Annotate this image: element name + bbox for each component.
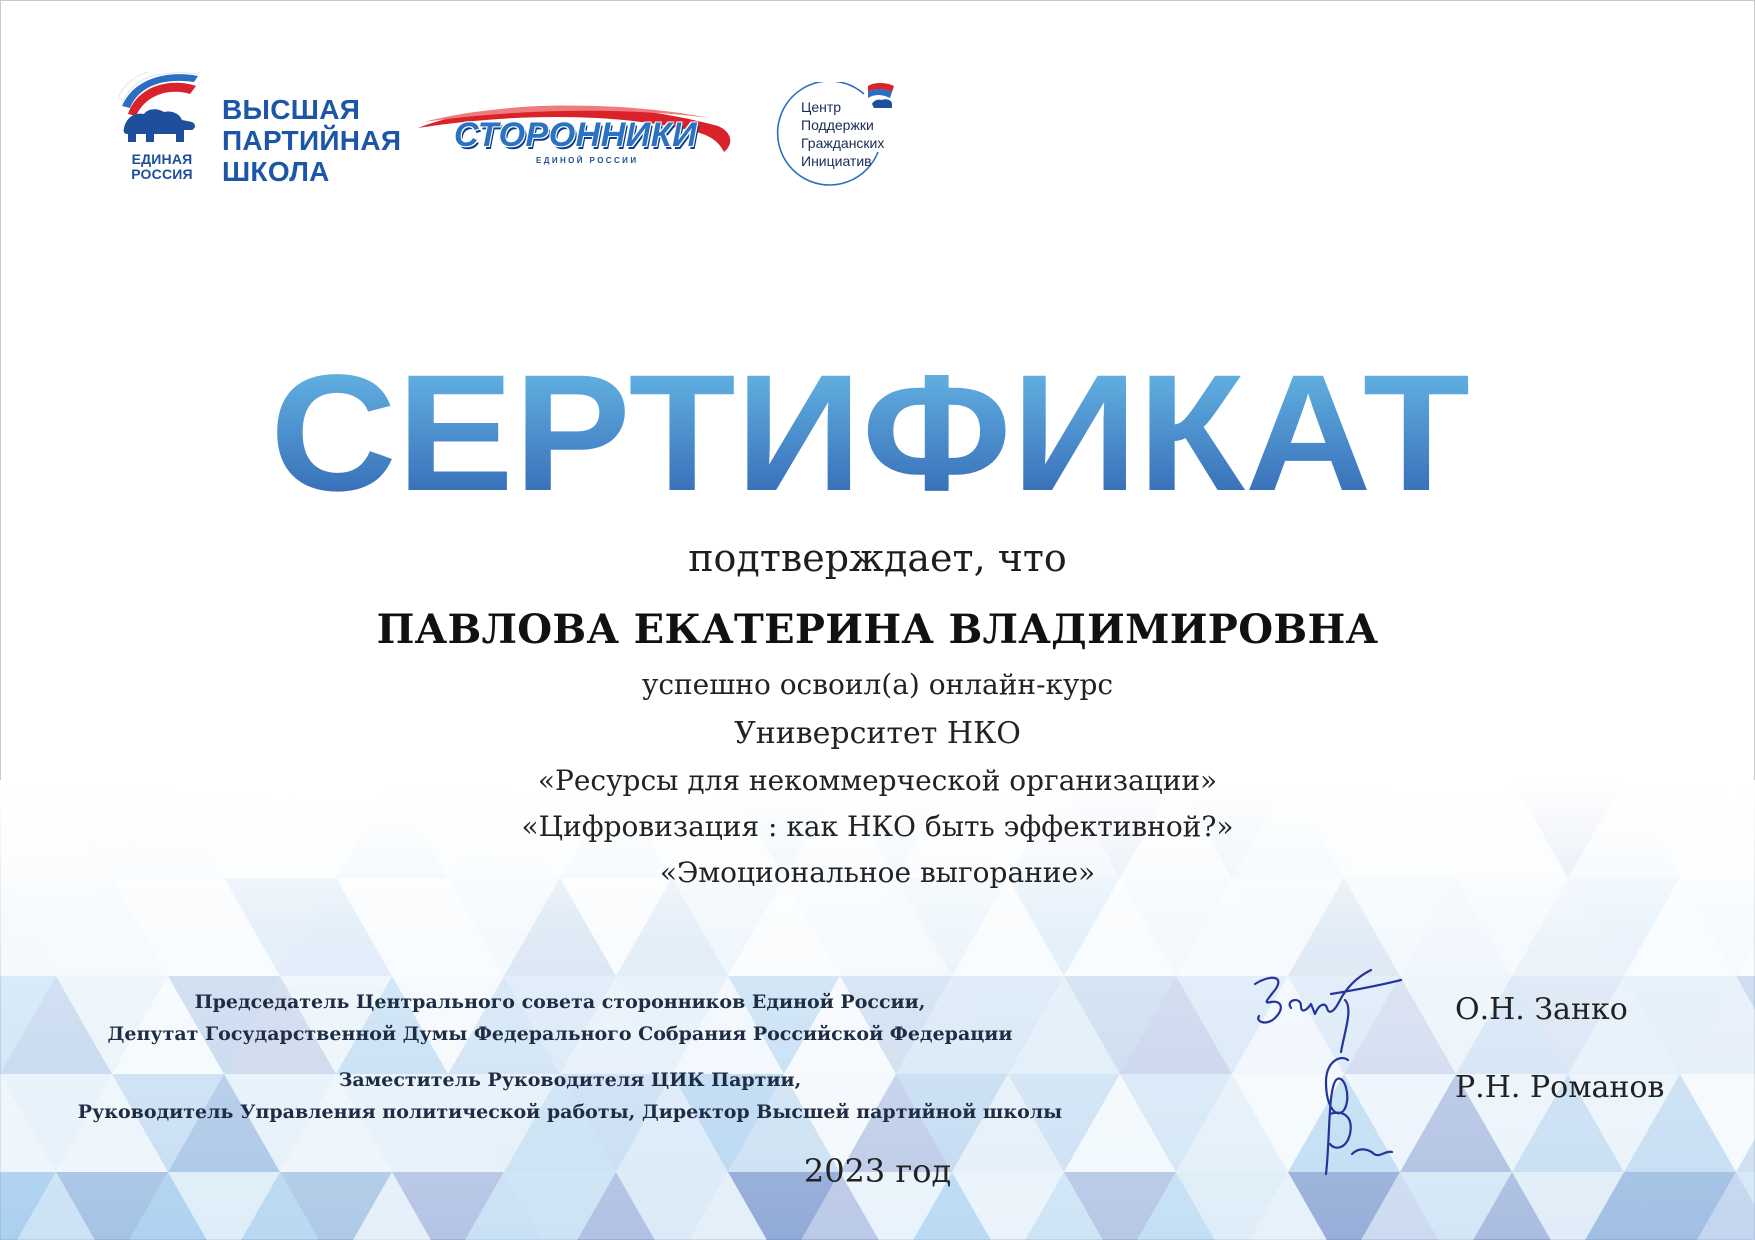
course-module: «Цифровизация : как НКО быть эффективной?» (521, 810, 1234, 843)
confirm-text: подтверждает, что (688, 536, 1067, 580)
higher-party-school-wordmark: ВЫСШАЯ ПАРТИЙНАЯ ШКОЛА (222, 94, 402, 187)
signatory-name-zanko: О.Н. Занко (1455, 992, 1628, 1027)
storonniki-logo (418, 100, 734, 180)
completed-text: успешно освоил(а) онлайн-курс (641, 668, 1114, 701)
title-text: СЕРТИФИКАТ (270, 341, 1470, 520)
civic-initiatives-center-logo (774, 82, 904, 188)
higher-party-school-logo (118, 72, 418, 192)
course-name: Университет НКО (734, 716, 1021, 751)
storonniki-wordmark: СТОРОННИКИ (454, 116, 698, 154)
signature-icon (1245, 960, 1405, 1060)
signatory-position-romanov: Заместитель Руководителя ЦИК Партии, Руководитель Управления политической работы, Директор Высшей партийной школы (77, 1069, 1063, 1123)
signatory-position-zanko: Председатель Центрального совета сторонников Единой России, Депутат Государственной Думы Федерального Собрания Российской Федерации (107, 991, 1013, 1045)
storonniki-subtitle: ЕДИНОЙ РОССИИ (536, 156, 639, 165)
signatory-name-romanov: Р.Н. Романов (1455, 1070, 1665, 1105)
recipient-name: ПАВЛОВА ЕКАТЕРИНА ВЛАДИМИРОВНА (376, 606, 1379, 653)
course-module: «Ресурсы для некоммерческой организации» (537, 764, 1218, 797)
certificate-title (245, 340, 1495, 520)
civic-initiatives-center-wordmark: Центр Поддержки Гражданских Инициатив (801, 99, 885, 169)
united-russia-caption: ЕДИНАЯ РОССИЯ (131, 151, 193, 182)
course-module: «Эмоциональное выгорание» (659, 856, 1096, 889)
bear-icon (118, 72, 204, 152)
certificate-year: 2023 год (803, 1152, 952, 1190)
